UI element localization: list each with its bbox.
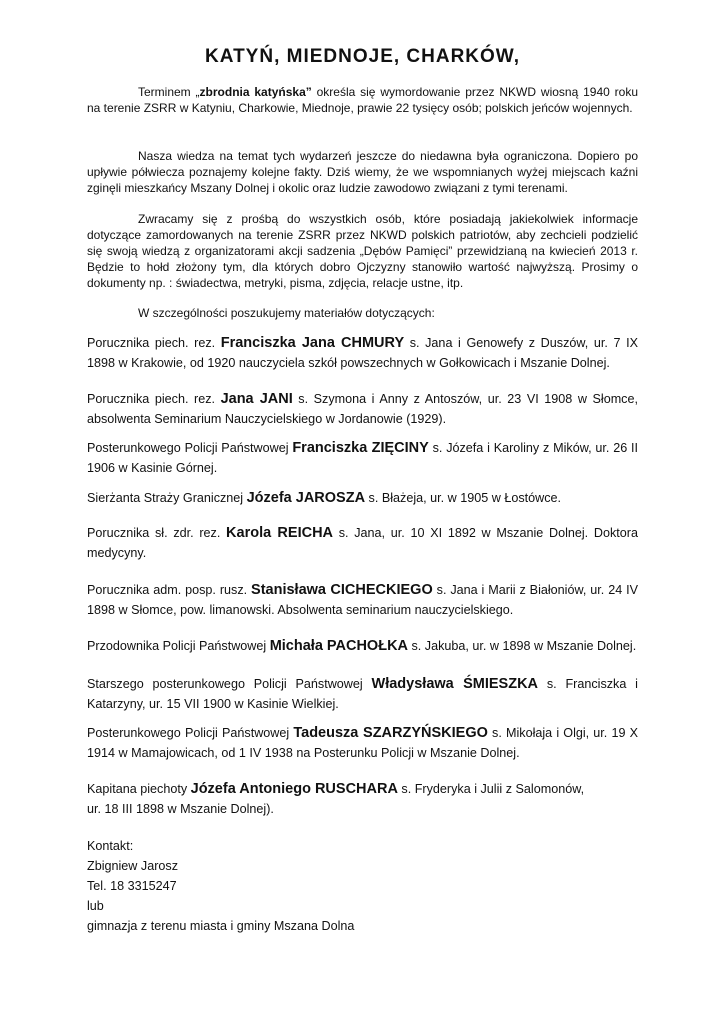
- entry-details: s. Jana i Marii z Białoniów, ur. 24 IV 1898 w Słomce, pow. limanowski. Absolwenta seminarium nauczycielskiego.: [87, 583, 639, 617]
- entry-details: s. Mikołaja i Olgi, ur. 19 X 1914 w Mamajowicach, od 1 IV 1938 na Posterunku Policji w Mszanie Dolnej.: [87, 726, 639, 760]
- entry-details: s. Błażeja, ur. w 1905 w Łostówce.: [365, 491, 562, 505]
- entry-rank: Porucznika adm. posp. rusz.: [87, 583, 252, 597]
- entry-rank: Posterunkowego Policji Państwowej: [87, 726, 294, 740]
- entry-rank: Porucznika sł. zdr. rez.: [87, 526, 227, 540]
- entry-name: Józefa JAROSZA: [246, 490, 366, 506]
- entry-rank: Kapitana piechoty: [87, 782, 191, 796]
- entry-item: [87, 723, 638, 763]
- contact-alternative: gimnazja z terenu miasta i gminy Mszana Dolna: [87, 919, 355, 933]
- contact-or: lub: [87, 899, 104, 913]
- entry-item: [87, 438, 638, 478]
- entry-item: [87, 580, 638, 620]
- entry-item: [87, 488, 638, 508]
- intro-paragraph-2: Nasza wiedza na temat tych wydarzeń jeszcze do niedawna była ograniczona. Dopiero po upływie półwiecza poznajemy kolejne fakty. Dziś wiemy, że we wspomnianych wyżej miejscach kaźni zginęli mieszkańcy Mszany Dolnej i okolic oraz ludzie zawodowo związani z tymi terenami.: [87, 149, 638, 195]
- intro-term: zbrodnia katyńska”: [199, 85, 312, 99]
- entry-details: s. Józefa i Karoliny z Mików, ur. 26 II 1906 w Kasinie Górnej.: [87, 441, 639, 475]
- entry-details: s. Jakuba, ur. w 1898 w Mszanie Dolnej.: [408, 639, 637, 653]
- entry-rank: Porucznika piech. rez.: [87, 336, 221, 350]
- contact-phone: Tel. 18 3315247: [87, 879, 177, 893]
- entry-details: s. Szymona i Anny z Antoszów, ur. 23 VI 1908 w Słomce, absolwenta Seminarium Nauczycielskiego w Jordanowie (1929).: [87, 392, 638, 426]
- entry-details: s. Jana i Genowefy z Duszów, ur. 7 IX 1898 w Krakowie, od 1920 nauczyciela szkół powszechnych w Gołkowicach i Mszanie Dolnej.: [87, 336, 638, 370]
- entry-name: Franciszka ZIĘCINY: [292, 440, 429, 456]
- entry-name: Władysława ŚMIESZKA: [371, 676, 539, 692]
- entry-details: s. Jana, ur. 10 XI 1892 w Mszanie Dolnej. Doktora medycyny.: [87, 526, 638, 560]
- contact-block: [87, 836, 354, 936]
- entry-name: Franciszka Jana CHMURY: [220, 335, 405, 351]
- entry-item: [87, 523, 638, 563]
- entry-rank: Sierżanta Straży Granicznej: [87, 491, 247, 505]
- contact-label: Kontakt:: [87, 839, 134, 853]
- entry-item: [87, 674, 638, 714]
- intro-paragraph-3: Zwracamy się z prośbą do wszystkich osób, które posiadają jakiekolwiek informacje dotyczące zamordowanych na terenie ZSRR przez NKWD polskich patriotów, aby zechcieli podzielić się swoją wiedzą z organizatorami akcji sadzenia „Dębów Pamięci” przewidzianą na kwiecień 2013 r. Będzie to hołd złożony tym, dla których dobro Ojczyzny stanowiło wartość najwyższą. Prosimy o dokumenty np. : świadectwa, metryki, pisma, zdjęcia, relacje ustne, itp.: [87, 212, 638, 290]
- entry-item: [87, 779, 638, 819]
- entry-name: Tadeusza SZARZYŃSKIEGO: [293, 725, 488, 741]
- entry-details: s. Fryderyka i Julii z Salomonów,: [397, 782, 585, 796]
- entry-rank: Starszego posterunkowego Policji Państwowej: [87, 677, 372, 691]
- entry-name: Michała PACHOŁKA: [269, 638, 409, 654]
- entry-name: Karola REICHA: [226, 525, 334, 541]
- entry-item: [87, 389, 638, 429]
- entry-name: Stanisława CICHECKIEGO: [251, 582, 433, 598]
- entry-item: [87, 333, 638, 373]
- intro-text: określa się wymordowanie przez NKWD wiosną 1940 roku na terenie ZSRR w Katyniu, Charkowie, Miednoje, prawie 22 tysięcy osób; polskich jeńców wojennych.: [87, 85, 638, 115]
- entry-rank: Przodownika Policji Państwowej: [87, 639, 270, 653]
- intro-text: Terminem „: [138, 85, 200, 99]
- entry-name: Józefa Antoniego RUSCHARA: [190, 781, 398, 797]
- contact-name: Zbigniew Jarosz: [87, 859, 178, 873]
- entry-item: [87, 636, 638, 656]
- entry-details: ur. 18 III 1898 w Mszanie Dolnej).: [87, 802, 274, 816]
- entry-rank: Porucznika piech. rez.: [87, 392, 221, 406]
- entry-rank: Posterunkowego Policji Państwowej: [87, 441, 293, 455]
- page-title: KATYŃ, MIEDNOJE, CHARKÓW,: [205, 46, 520, 67]
- entry-name: Jana JANI: [220, 391, 293, 407]
- entry-details: s. Franciszka i Katarzyny, ur. 15 VII 1900 w Kasinie Wielkiej.: [87, 677, 638, 711]
- intro-paragraph-4: W szczególności poszukujemy materiałów dotyczących:: [138, 306, 435, 320]
- intro-paragraph-1: [87, 84, 638, 116]
